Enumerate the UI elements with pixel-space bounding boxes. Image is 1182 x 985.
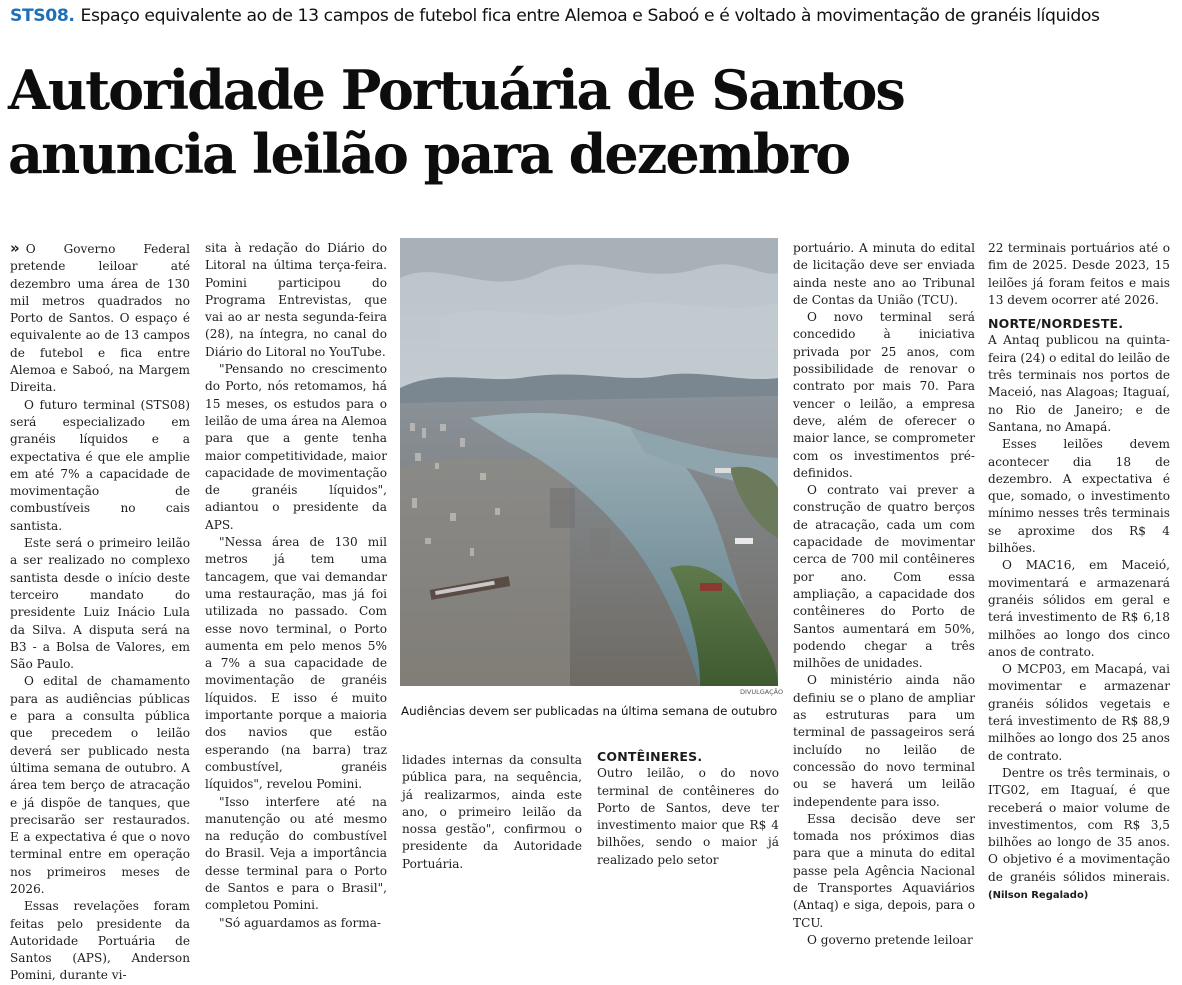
paragraph: Este será o primeiro leilão a ser realizado no complexo santista desde o início deste terceiro mandato do presidente Luiz Inácio Lula da Silva. A disputa será na B3 - a Bolsa de Valores, em São Paulo.	[10, 536, 190, 672]
paragraph: O ministério ainda não definiu se o plano de ampliar as estruturas para um terminal de passageiros será incluído no leilão de concessão do novo terminal ou se haverá um leilão independente para isso.	[793, 673, 975, 809]
article-column-2	[205, 240, 387, 930]
article-column-6	[988, 240, 1170, 901]
paragraph: O MAC16, em Maceió, movimentará e armazenará granéis sólidos em geral e terá investimento de R$ 6,18 milhões ao longo dos cinco anos de contrato.	[988, 558, 1170, 659]
paragraph: "Só aguardamos as forma-	[219, 915, 382, 930]
lead-arrow-icon: »	[10, 239, 20, 257]
photo-caption: Audiências devem ser publicadas na última semana de outubro	[401, 704, 778, 718]
paragraph: Outro leilão, o do novo terminal de contêineres do Porto de Santos, deve ter investimento maior que R$ 4 bilhões, sendo o maior já realizado pelo setor	[597, 766, 779, 867]
paragraph: portuário. A minuta do edital de licitação deve ser enviada ainda neste ano ao Tribunal de Contas da União (TCU).	[793, 241, 975, 307]
port-aerial-photo	[400, 238, 778, 686]
paragraph: O edital de chamamento para as audiências públicas e para a consulta pública que precedem o leilão deverá ser publicado nesta última semana de outubro. A área tem berço de atracação e já dispõe de tanques, que precisarão ser restaurados. E a expectativa é que o novo terminal entre em operação nos primeiros meses de 2026.	[10, 674, 190, 896]
paragraph: Essa decisão deve ser tomada nos próximos dias para que a minuta do edital passe pela Agência Nacional de Transportes Aquaviários (Antaq) e siga, depois, para o TCU.	[793, 811, 975, 930]
subhead-conteineres: CONTÊINERES.	[597, 749, 703, 764]
paragraph: sita à redação do Diário do Litoral na última terça-feira. Pomini participou do Programa Entrevistas, que vai ao ar nesta segunda-feira (28), na íntegra, no canal do Diário do Litoral no YouTube.	[205, 241, 387, 359]
kicker-text: Espaço equivalente ao de 13 campos de futebol fica entre Alemoa e Saboó e é voltado à movimentação de granéis líquidos	[80, 6, 1100, 26]
author-signature: (Nilson Regalado)	[988, 889, 1089, 901]
paragraph: O futuro terminal (STS08) será especializado em granéis líquidos e a expectativa é que ele amplie em até 7% a capacidade de movimentação de combustíveis no cais santista.	[10, 397, 190, 533]
headline-line-1: Autoridade Portuária de Santos	[8, 58, 904, 122]
paragraph: O novo terminal será concedido à iniciativa privada por 25 anos, com possibilidade de renovar o contrato por mais 70. Para vencer o leilão, a empresa deve, além de oferecer o maior lance, se comprometer com os investimentos pré-definidos.	[793, 310, 975, 480]
section-tag: STS08.	[10, 6, 75, 26]
paragraph: O MCP03, em Macapá, vai movimentar e armazenar granéis sólidos vegetais e terá investimento de R$ 88,9 milhões ao longo dos 25 anos de contrato.	[988, 662, 1170, 763]
paragraph: Esses leilões devem acontecer dia 18 de dezembro. A expectativa é que, somado, o investimento mínimo nesses três terminais se aproxime dos R$ 4 bilhões.	[988, 437, 1170, 556]
photo-credit: DIVULGAÇÃO	[740, 688, 784, 696]
headline	[8, 58, 1174, 186]
paragraph: O contrato vai prever a construção de quatro berços de atracação, cada um com capacidade de movimentar cerca de 700 mil contêineres por ano. Com essa ampliação, a capacidade dos contêineres do Porto de Santos aumentará em 50%, podendo chegar a três milhões de unidades.	[793, 483, 975, 671]
article-column-1	[10, 239, 190, 983]
subhead-norte-nordeste: NORTE/NORDESTE.	[988, 316, 1124, 332]
paragraph: "Isso interfere até na manutenção ou até mesmo na redução do combustível do Brasil. Veja a importância desse terminal para o Porto de Santos e para o Brasil", completou Pomini.	[205, 794, 387, 913]
paragraph: Dentre os três terminais, o ITG02, em Itaguaí, é que receberá o maior volume de investimentos, com R$ 3,5 bilhões ao longo de 35 anos. O objetivo é a movimentação de granéis sólidos minerais. (Nilson Regalado)	[988, 765, 1170, 901]
headline-line-2: anuncia leilão para dezembro	[8, 122, 850, 186]
paragraph: 22 terminais portuários até o fim de 2025. Desde 2023, 15 leilões já foram feitos e mais 13 devem ocorrer até 2026.	[988, 241, 1170, 307]
kicker	[10, 6, 1176, 26]
lead-paragraph: » O Governo Federal pretende leiloar até dezembro uma área de 130 mil metros quadrados no Porto de Santos. O espaço é equivalente ao de 13 campos de futebol e fica entre Alemoa e Saboó, na Margem Direita.	[10, 239, 190, 395]
port-aerial-image	[400, 238, 778, 686]
paragraph: A Antaq publicou na quinta-feira (24) o edital do leilão de três terminais nos portos de Maceió, nas Alagoas; Itaguaí, no Rio de Janeiro; e de Santana, no Amapá.	[988, 333, 1170, 434]
paragraph: Essas revelações foram feitas pelo presidente da Autoridade Portuária de Santos (APS), Anderson Pomini, durante vi-	[10, 899, 190, 983]
article-column-4	[597, 748, 779, 867]
paragraph: O governo pretende leiloar	[807, 932, 973, 947]
article-column-5	[793, 240, 975, 947]
paragraph: "Nessa área de 130 mil metros já tem uma tancagem, que vai demandar uma restauração, mas já foi utilizada no passado. Com esse novo terminal, o Porto aumenta em pelo menos 5% a 7% a sua capacidade de movimentação de granéis líquidos. E isso é muito importante porque a maioria dos navios que estão esperando (na barra) traz combustível, granéis líquidos", revelou Pomini.	[205, 535, 387, 792]
paragraph: lidades internas da consulta pública para, na sequência, já realizarmos, ainda este ano, o primeiro leilão da nossa gestão", confirmou o presidente da Autoridade Portuária.	[402, 753, 582, 871]
paragraph: "Pensando no crescimento do Porto, nós retomamos, há 15 meses, os estudos para o leilão de uma área na Alemoa para que a gente tenha maior competitividade, maior capacidade de movimentação de granéis líquidos", adiantou o presidente da APS.	[205, 362, 387, 532]
article-column-3	[402, 752, 582, 871]
